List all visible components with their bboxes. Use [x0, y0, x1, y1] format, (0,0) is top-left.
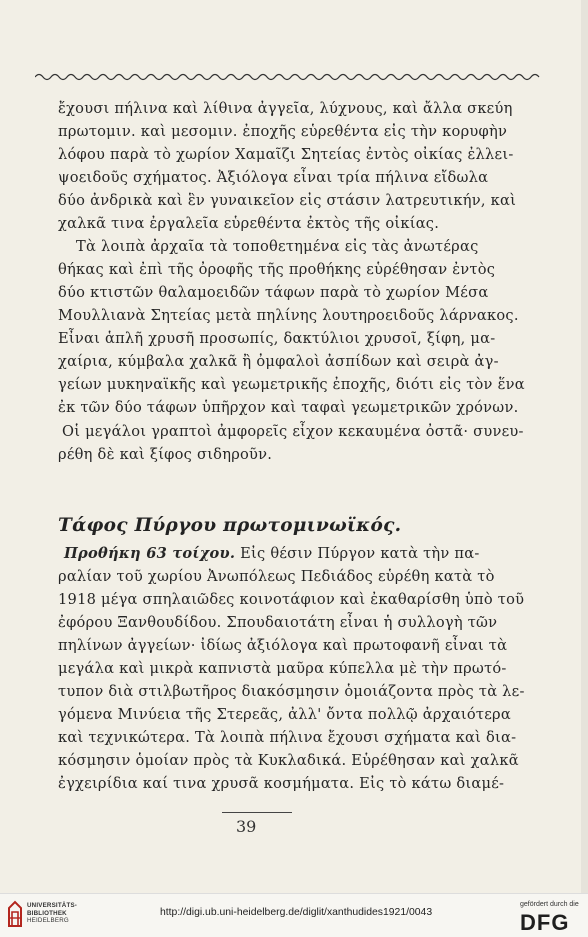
decorative-wave-ornament	[35, 65, 540, 87]
text-line: κόσμησιν ὁμοίαν πρὸς τὰ Κυκλαδικά. Εὑρέθησαν καὶ χαλκᾶ	[58, 752, 519, 769]
text-line: πρωτομιν. καὶ μεσομιν. ἐποχῆς εὑρεθέντα εἰς τὴν κορυφὴν	[58, 123, 508, 140]
text-line: ἐγχειρίδια καί τινα χρυσᾶ κοσμήματα. Εἰς τὸ κάτω διαμέ-	[58, 775, 505, 792]
text-line: γείων μυκηναϊκῆς καὶ γεωμετρικῆς ἐποχῆς, διότι εἰς τὸν ἕνα	[58, 376, 525, 393]
text-line: ἐκ τῶν δύο τάφων ὑπῆρχον καὶ ταφαὶ γεωμετρικῶν χρόνων.	[58, 399, 519, 416]
page-number-rule	[222, 812, 292, 813]
text-line: χαίρια, κύμβαλα χαλκᾶ ἢ ὀμφαλοὶ ἀσπίδων καὶ σειρὰ ἀγ-	[58, 353, 499, 370]
text-line: ἔχουσι πήλινα καὶ λίθινα ἀγγεῖα, λύχνους, καὶ ἄλλα σκεύη	[58, 100, 513, 117]
text-line: μεγάλα καὶ μικρὰ καπνιστὰ μαῦρα κύπελλα μὲ τὴν πρωτό-	[58, 660, 507, 677]
funded-by-text: gefördert durch die	[520, 901, 579, 908]
library-line: HEIDELBERG	[27, 917, 69, 925]
university-library-logo-icon[interactable]	[6, 900, 24, 928]
text-line: ἐφόρου Ξανθουδίδου. Σπουδαιοτάτη εἶναι ἡ συλλογὴ τῶν	[58, 614, 498, 631]
library-line: UNIVERSITÄTS-	[27, 902, 78, 909]
text-line: Οἱ μεγάλοι γραπτοὶ ἀμφορεῖς εἶχον κεκαυμένα ὀστᾶ· συνευ-	[62, 423, 524, 440]
dfg-logo[interactable]: DFG	[520, 910, 570, 935]
text-run: Εἰς θέσιν Πύργον κατὰ τὴν πα-	[235, 545, 480, 562]
text-line: Εἶναι ἁπλῆ χρυσῆ προσωπίς, δακτύλιοι χρυσοῖ, ξίφη, μα-	[58, 330, 496, 347]
text-line: χαλκᾶ τινα ἐργαλεῖα εὑρεθέντα ἐκτὸς τῆς οἰκίας.	[58, 215, 440, 232]
text-line: θήκας καὶ ἐπὶ τῆς ὀροφῆς τῆς προθήκης εὑρέθησαν ἐντὸς	[58, 261, 496, 278]
text-line: πηλίνων ἀγγείων· ἰδίως ἀξιόλογα καὶ πρωτοφανῆ εἶναι τὰ	[58, 637, 508, 654]
page-edge	[581, 0, 588, 893]
section-heading: Τάφος Πύργου πρωτομινωϊκός.	[58, 515, 402, 536]
text-line: Τὰ λοιπὰ ἀρχαῖα τὰ τοποθετημένα εἰς τὰς ἀνωτέρας	[76, 238, 479, 255]
text-line: ραλίαν τοῦ χωρίου Ἀνωπόλεως Πεδιάδος εὑρέθη κατὰ τὸ	[58, 568, 495, 585]
text-line: 1918 μέγα σπηλαιῶδες κοινοτάφιον καὶ ἐκαθαρίσθη ὑπὸ τοῦ	[58, 591, 525, 608]
text-line: δύο ἀνδρικὰ καὶ ἓν γυναικεῖον εἰς στάσιν λατρευτικήν, καὶ	[58, 192, 517, 209]
text-line: ψοειδοῦς σχήματος. Ἀξιόλογα εἶναι τρία πήλινα εἴδωλα	[58, 169, 489, 186]
text-line: γόμενα Μινύεια τῆς Στερεᾶς, ἀλλ' ὄντα πολλῷ ἀρχαιότερα	[58, 706, 511, 723]
text-line: τυπον διὰ στιλβωτῆρος διακόσμησιν ὁμοιάζοντα πρὸς τὰ λε-	[58, 683, 525, 700]
text-line: λόφου παρὰ τὸ χωρίον Χαμαῖζι Σητείας ἐντὸς οἰκίας ἐλλει-	[58, 146, 514, 163]
text-line: Μουλλιανὰ Σητείας μετὰ πηλίνης λουτηροειδοῦς λάρνακος.	[58, 307, 519, 324]
viewer-footer	[0, 893, 588, 937]
library-line: BIBLIOTHEK	[27, 909, 67, 917]
showcase-label: Προθήκη 63 τοίχου.	[64, 545, 236, 562]
page-number: 39	[236, 817, 257, 836]
text-line: ρέθη δὲ καὶ ξίφος σιδηροῦν.	[58, 446, 273, 463]
text-line	[64, 545, 480, 562]
text-line: καὶ τεχνικώτερα. Τὰ λοιπὰ πήλινα ἔχουσι σχήματα καὶ δια-	[58, 729, 517, 746]
university-library-name[interactable]	[27, 902, 77, 925]
text-line: δύο κτιστῶν θαλαμοειδῶν τάφων παρὰ τὸ χωρίον Μέσα	[58, 284, 489, 301]
permalink-url[interactable]: http://digi.ub.uni-heidelberg.de/diglit/xanthudides1921/0043	[160, 907, 433, 918]
